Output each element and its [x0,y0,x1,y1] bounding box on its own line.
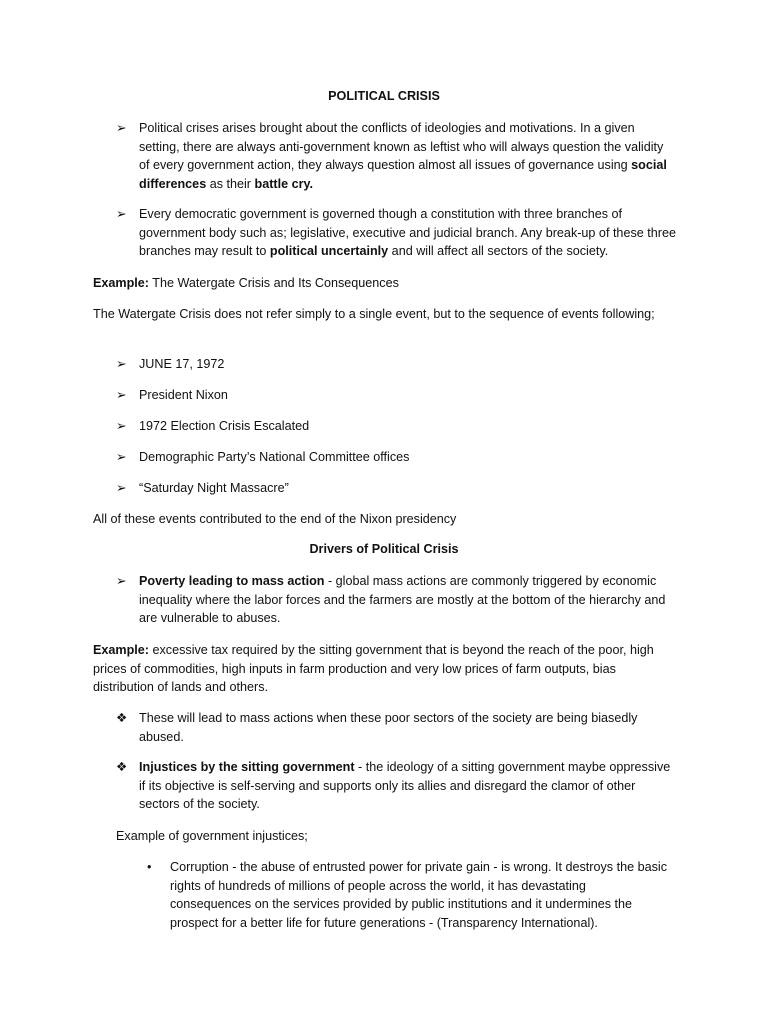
arrow-bullet-icon: ➢ [116,388,127,402]
list-item [116,417,676,436]
list-item-text: 1972 Election Crisis Escalated [139,419,310,433]
page-title: POLITICAL CRISIS [328,89,440,103]
paragraph: Example of government injustices; [116,829,308,843]
list-item-text: These will lead to mass actions when these poor sectors of the society are being biasedly abused. [139,711,638,744]
list-item [147,858,667,932]
list-item [116,479,676,498]
arrow-bullet-icon: ➢ [116,450,127,464]
list-item-text: Political crises arises brought about the conflicts of ideologies and motivations. In a given setting, there are always anti-government known as leftist who will always question the validity of every government action, they always question almost all issues of governance using social differences as their battle cry. [139,121,667,191]
list-item [116,386,676,405]
arrow-bullet-icon: ➢ [116,357,127,371]
example-paragraph: Example: excessive tax required by the sitting government that is beyond the reach of the poor, high prices of commodities, high inputs in farm production and very low prices of farm outputs, bias distribution of lands and others. [93,643,654,695]
list-item-text: Demographic Party’s National Committee offices [139,450,410,464]
list-item-text: “Saturday Night Massacre” [139,481,289,495]
arrow-bullet-icon: ➢ [116,481,127,495]
list-item-text: Poverty leading to mass action - global mass actions are commonly triggered by economic inequality where the labor forces and the farmers are mostly at the bottom of the hierarchy and are vulnerable to abuses. [139,574,666,626]
diamond-bullet-icon: ❖ [116,760,128,774]
arrow-bullet-icon: ➢ [116,419,127,433]
diamond-bullet-icon: ❖ [116,711,128,725]
list-item [116,758,676,814]
list-item-text: Every democratic government is governed though a constitution with three branches of government body such as; legislative, executive and judicial branch. Any break-up of these three branches may result to political uncertainly and will affect all sectors of the society. [139,207,676,259]
section-heading: Drivers of Political Crisis [309,542,459,556]
list-item-text: Injustices by the sitting government - the ideology of a sitting government maybe oppressive if its objective is self-serving and supports only its allies and disregard the clamor of other sectors of the society. [139,760,671,812]
paragraph: The Watergate Crisis does not refer simply to a single event, but to the sequence of events following; [93,307,655,321]
list-item-text: JUNE 17, 1972 [139,357,225,371]
arrow-bullet-icon: ➢ [116,121,127,135]
list-item [116,572,676,628]
list-item-text: President Nixon [139,388,228,402]
list-item-text: Corruption - the abuse of entrusted power for private gain - is wrong. It destroys the basic rights of hundreds of millions of people across the world, it has devastating consequences on the services provided by public institutions and it undermines the prospect for a better life for future generations - (Transparency International). [170,860,668,930]
list-item [116,709,676,746]
example-paragraph: Example: The Watergate Crisis and Its Consequences [93,276,399,290]
list-item [116,448,676,467]
arrow-bullet-icon: ➢ [116,574,127,588]
dot-bullet-icon: • [147,860,152,874]
list-item [116,205,676,261]
arrow-bullet-icon: ➢ [116,207,127,221]
paragraph: All of these events contributed to the end of the Nixon presidency [93,512,457,526]
list-item [116,119,676,193]
list-item [116,355,676,374]
